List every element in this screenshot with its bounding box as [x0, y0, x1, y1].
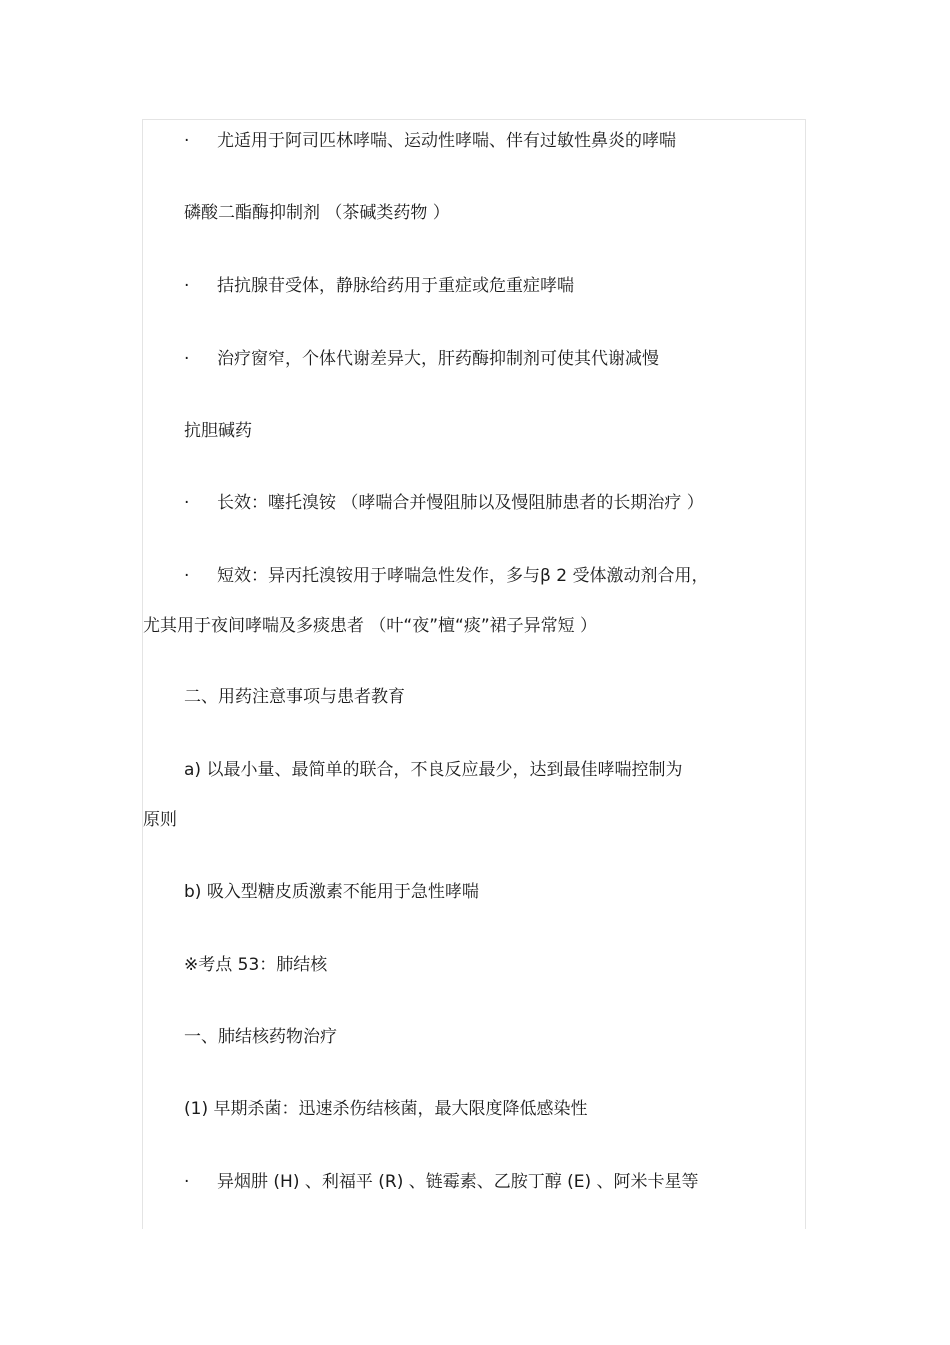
- bullet-dot: ·: [184, 1172, 190, 1192]
- bullet-dot: ·: [184, 276, 190, 296]
- section-heading: ※考点 53：肺结核: [184, 955, 328, 975]
- bullet-line: [184, 564, 708, 588]
- bullet-dot: ·: [184, 349, 190, 369]
- line-text: 拮抗腺苷受体，静脉给药用于重症或危重症哮喘: [217, 276, 574, 296]
- line-text: 治疗窗窄，个体代谢差异大，肝药酶抑制剂可使其代谢减慢: [217, 349, 659, 369]
- line-text: 短效：异丙托溴铵用于哮喘急性发作，多与β 2 受体激动剂合用，: [217, 566, 709, 586]
- list-item: a) 以最小量、最简单的联合，不良反应最少，达到最佳哮喘控制为: [184, 760, 683, 780]
- bullet-dot: ·: [184, 131, 190, 151]
- bullet-dot: ·: [184, 493, 190, 513]
- line-text: 尤适用于阿司匹林哮喘、运动性哮喘、伴有过敏性鼻炎的哮喘: [217, 131, 676, 151]
- line-text: 异烟肼 (H) 、利福平 (R) 、链霉素、乙胺丁醇 (E) 、阿米卡星等: [217, 1172, 699, 1192]
- bullet-line: [184, 491, 704, 515]
- bullet-line: [184, 1170, 699, 1194]
- continuation-line: 尤其用于夜间哮喘及多痰患者 （叶“夜”檀“痰”裙子异常短 ）: [143, 616, 598, 636]
- list-item: (1) 早期杀菌：迅速杀伤结核菌，最大限度降低感染性: [184, 1099, 588, 1119]
- bullet-line: [184, 274, 574, 298]
- bullet-dot: ·: [184, 566, 190, 586]
- continuation-line: 原则: [143, 810, 177, 830]
- section-heading: 抗胆碱药: [184, 421, 252, 441]
- section-heading: 磷酸二酯酶抑制剂 （茶碱类药物 ）: [184, 203, 450, 223]
- list-item: b) 吸入型糖皮质激素不能用于急性哮喘: [184, 882, 479, 902]
- section-heading: 二、用药注意事项与患者教育: [184, 687, 405, 707]
- bullet-line: [184, 129, 676, 153]
- line-text: 长效：噻托溴铵 （哮喘合并慢阻肺以及慢阻肺患者的长期治疗 ）: [217, 493, 704, 513]
- section-heading: 一、肺结核药物治疗: [184, 1027, 337, 1047]
- bullet-line: [184, 347, 659, 371]
